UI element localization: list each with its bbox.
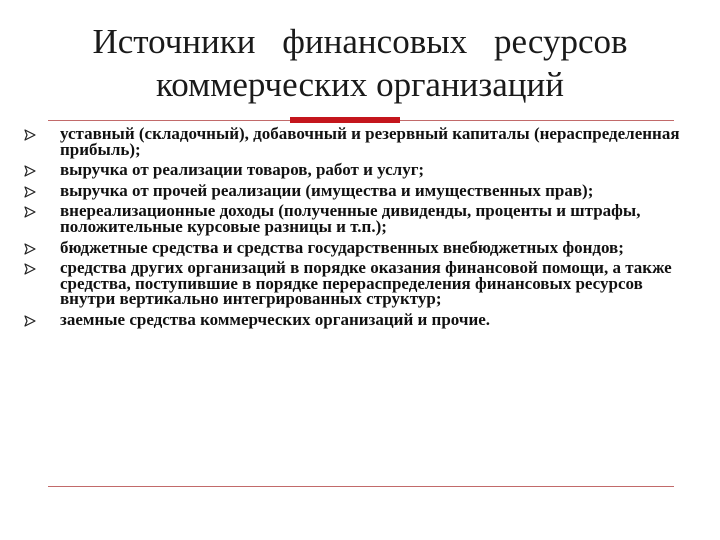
list-item-text: заемные средства коммерческих организаций и прочие. <box>60 309 491 329</box>
list-item-text: средства других организаций в порядке оказания финансовой помощи, а также средства, поступившие в порядке перераспределения финансовых ресурсов внутри вертикально интегрированных структур; <box>60 258 672 309</box>
slide-title <box>40 20 680 106</box>
list-item-text: внереализационные доходы (полученные дивиденды, проценты и штрафы, положительные курсовые разницы и т.п.); <box>60 201 641 236</box>
title-line-2: коммерческих организаций <box>156 65 564 104</box>
list-item <box>24 237 684 257</box>
arrowhead-bullet-icon <box>24 263 36 275</box>
title-line-1: Источники финансовых ресурсов <box>92 22 628 61</box>
arrowhead-bullet-icon <box>24 129 36 141</box>
arrowhead-bullet-icon <box>24 186 36 198</box>
list-item <box>24 162 684 178</box>
arrowhead-bullet-icon <box>24 315 36 327</box>
accent-bar <box>290 117 400 123</box>
arrowhead-bullet-icon <box>24 206 36 218</box>
list-item <box>24 180 684 200</box>
list-item <box>24 309 684 329</box>
list-item <box>24 203 684 234</box>
bottom-divider <box>48 486 674 487</box>
list-item-text: бюджетные средства и средства государственных внебюджетных фондов; <box>60 237 624 257</box>
list-item-text: уставный (складочный), добавочный и резервный капиталы (нераспределенная прибыль); <box>60 124 680 159</box>
list-item <box>24 126 684 157</box>
arrowhead-bullet-icon <box>24 243 36 255</box>
list-item-text: выручка от реализации товаров, работ и услуг; <box>60 160 425 180</box>
arrowhead-bullet-icon <box>24 165 36 177</box>
sources-list <box>24 126 684 333</box>
list-item-text: выручка от прочей реализации (имущества и имущественных прав); <box>60 180 594 200</box>
list-item <box>24 260 684 307</box>
